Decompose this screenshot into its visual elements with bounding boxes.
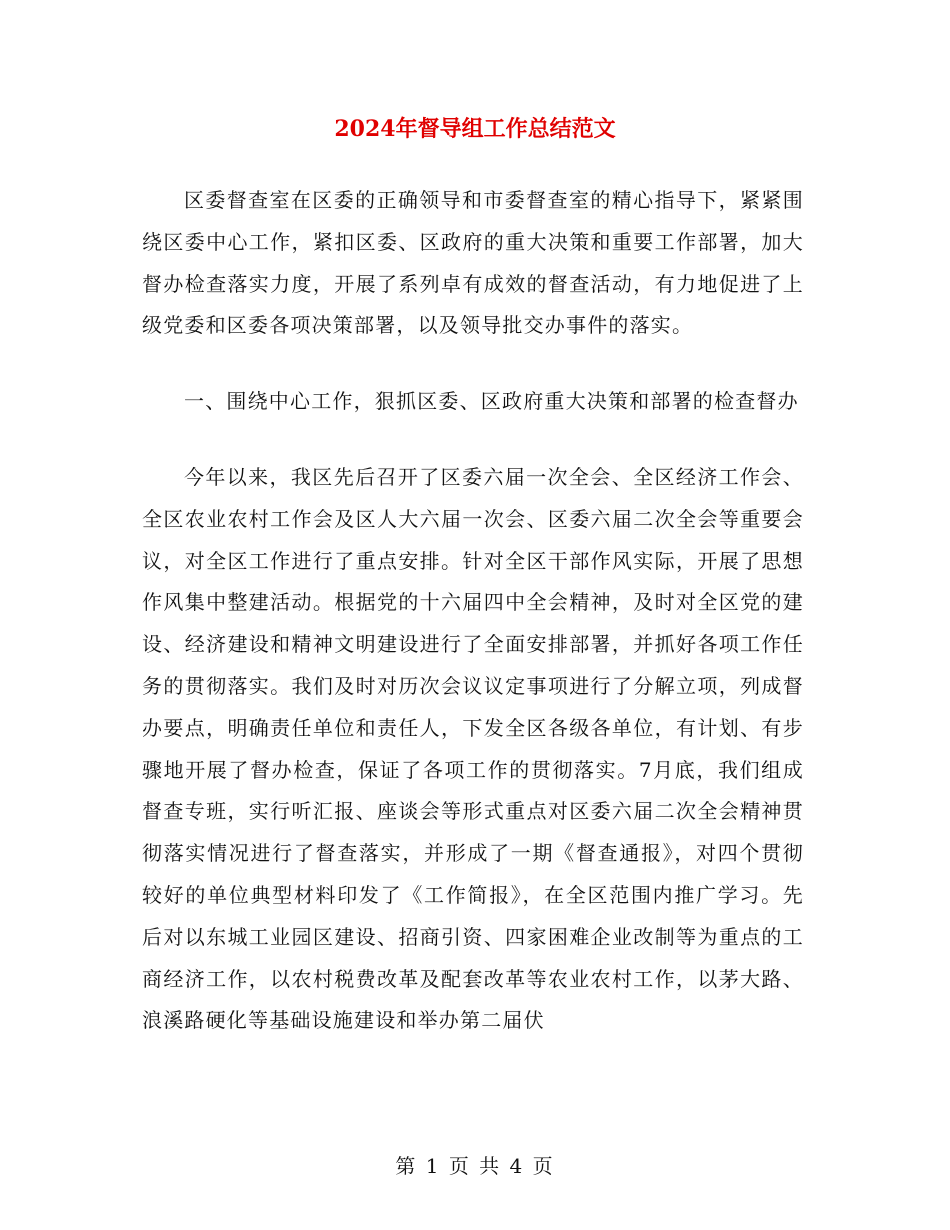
document-body bbox=[142, 180, 804, 1042]
paragraph-section-body: 今年以来，我区先后召开了区委六届一次全会、全区经济工作会、全区农业农村工作会及区人大六届一次会、区委六届二次全会等重要会议，对全区工作进行了重点安排。针对全区干部作风实际，开展了思想作风集中整建活动。根据党的十六届四中全会精神，及时对全区党的建设、经济建设和精神文明建设进行了全面安排部署，并抓好各项工作任务的贯彻落实。我们及时对历次会议议定事项进行了分解立项，列成督办要点，明确责任单位和责任人，下发全区各级各单位，有计划、有步骤地开展了督办检查，保证了各项工作的贯彻落实。7月底，我们组成督查专班，实行听汇报、座谈会等形式重点对区委六届二次全会精神贯彻落实情况进行了督查落实，并形成了一期《督查通报》，对四个贯彻较好的单位典型材料印发了《工作简报》，在全区范围内推广学习。先后对以东城工业园区建设、招商引资、四家困难企业改制等为重点的工商经济工作，以农村税费改革及配套改革等农业农村工作，以茅大路、浪溪路硬化等基础设施建设和举办第二届伏 bbox=[142, 464, 804, 1033]
paragraph-intro: 区委督查室在区委的正确领导和市委督查室的精心指导下，紧紧围绕区委中心工作，紧扣区委、区政府的重大决策和重要工作部署，加大督办检查落实力度，开展了系列卓有成效的督查活动，有力地促进了上级党委和区委各项决策部署，以及领导批交办事件的落实。 bbox=[142, 188, 804, 338]
document-title: 2024年督导组工作总结范文 bbox=[334, 116, 616, 142]
paragraph-section-heading: 一、围绕中心工作，狠抓区委、区政府重大决策和部署的检查督办 bbox=[184, 389, 799, 414]
page-footer: 第 1 页 共 4 页 bbox=[395, 1154, 555, 1178]
